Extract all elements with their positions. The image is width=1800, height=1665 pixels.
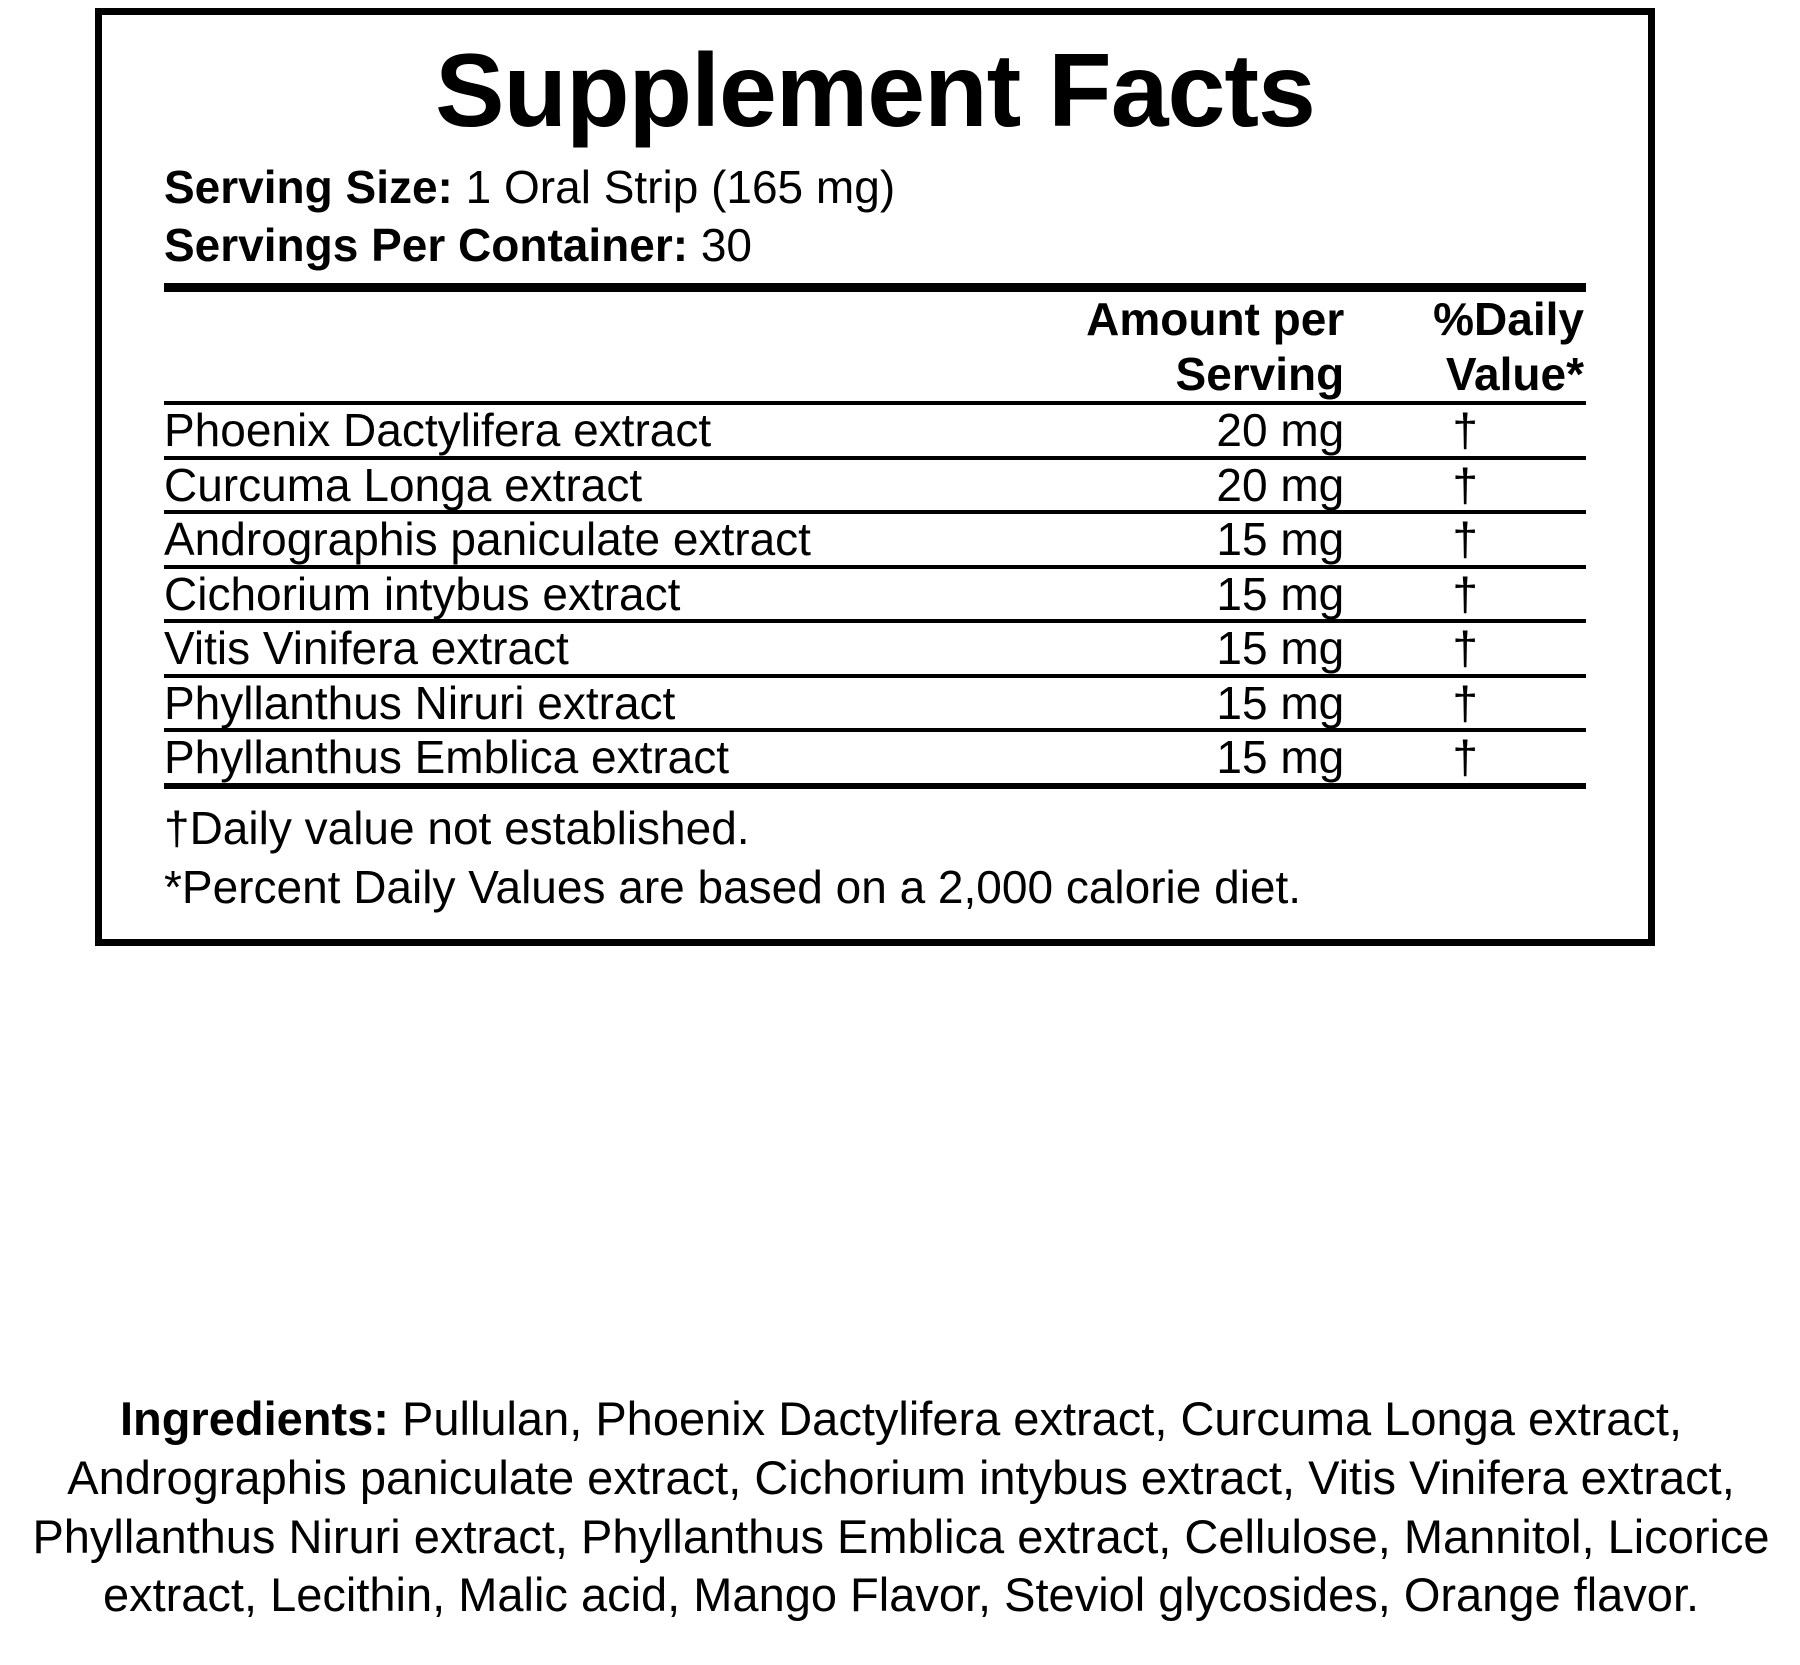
table-row [164, 567, 1586, 622]
ingredient-amount: 15 mg [975, 512, 1345, 567]
ingredient-amount: 20 mg [975, 458, 1345, 513]
servings-per-container-value: 30 [700, 219, 752, 272]
divider-thick-top [164, 283, 1586, 292]
ingredient-daily-value: † [1344, 621, 1586, 676]
ingredient-amount: 15 mg [975, 567, 1345, 622]
ingredient-name: Phyllanthus Emblica extract [164, 730, 975, 783]
table-row [164, 458, 1586, 513]
ingredient-daily-value: † [1344, 730, 1586, 783]
ingredient-name: Curcuma Longa extract [164, 458, 975, 513]
ingredient-daily-value: † [1344, 676, 1586, 731]
ingredient-name: Vitis Vinifera extract [164, 621, 975, 676]
ingredient-daily-value: † [1344, 403, 1586, 458]
ingredient-amount: 15 mg [975, 676, 1345, 731]
ingredient-daily-value: † [1344, 512, 1586, 567]
header-daily-value [1344, 292, 1586, 403]
ingredient-name: Phyllanthus Niruri extract [164, 676, 975, 731]
serving-info [164, 159, 1612, 275]
footnote-dagger: †Daily value not established. [164, 802, 750, 855]
header-amount-per-serving [975, 292, 1345, 403]
serving-size-label: Serving Size: [164, 161, 453, 214]
ingredient-name: Cichorium intybus extract [164, 567, 975, 622]
ingredient-amount: 15 mg [975, 730, 1345, 783]
facts-header-row [164, 292, 1586, 403]
divider-below-table [164, 783, 1586, 789]
ingredient-amount: 20 mg [975, 403, 1345, 458]
header-amount-line2: Serving [1175, 347, 1345, 400]
footnotes [164, 799, 1586, 917]
table-row [164, 403, 1586, 458]
supplement-facts-panel [95, 8, 1655, 946]
table-row [164, 676, 1586, 731]
header-blank-cell [164, 292, 975, 403]
servings-per-container-line [164, 217, 1612, 275]
footnote-asterisk: *Percent Daily Values are based on a 2,000 calorie diet. [164, 860, 1302, 913]
table-row [164, 730, 1586, 783]
ingredients-section [10, 1390, 1792, 1625]
ingredient-name: Phoenix Dactylifera extract [164, 403, 975, 458]
servings-per-container-label: Servings Per Container: [164, 219, 689, 272]
ingredients-label: Ingredients: [119, 1392, 389, 1445]
header-dv-line2: Value* [1445, 347, 1584, 400]
table-row [164, 512, 1586, 567]
serving-size-value: 1 Oral Strip (165 mg) [465, 161, 896, 214]
ingredient-amount: 15 mg [975, 621, 1345, 676]
header-dv-line1: %Daily [1433, 293, 1584, 346]
serving-size-line [164, 159, 1612, 217]
ingredient-daily-value: † [1344, 567, 1586, 622]
ingredient-name: Andrographis paniculate extract [164, 512, 975, 567]
ingredient-daily-value: † [1344, 458, 1586, 513]
header-amount-line1: Amount per [1086, 293, 1345, 346]
table-row [164, 621, 1586, 676]
panel-title: Supplement Facts [435, 33, 1315, 149]
ingredients-text: Pullulan, Phoenix Dactylifera extract, Curcuma Longa extract, Andrographis paniculate extract, Cichorium intybus extract, Vitis Vinifera extract, Phyllanthus Niruri extract, Phyllanthus Emblica extract, Cellulose, Mannitol, Licorice extract, Lecithin, Malic acid, Mango Flavor, Steviol glycosides, Orange flavor. [32, 1392, 1770, 1622]
facts-table [164, 292, 1586, 783]
